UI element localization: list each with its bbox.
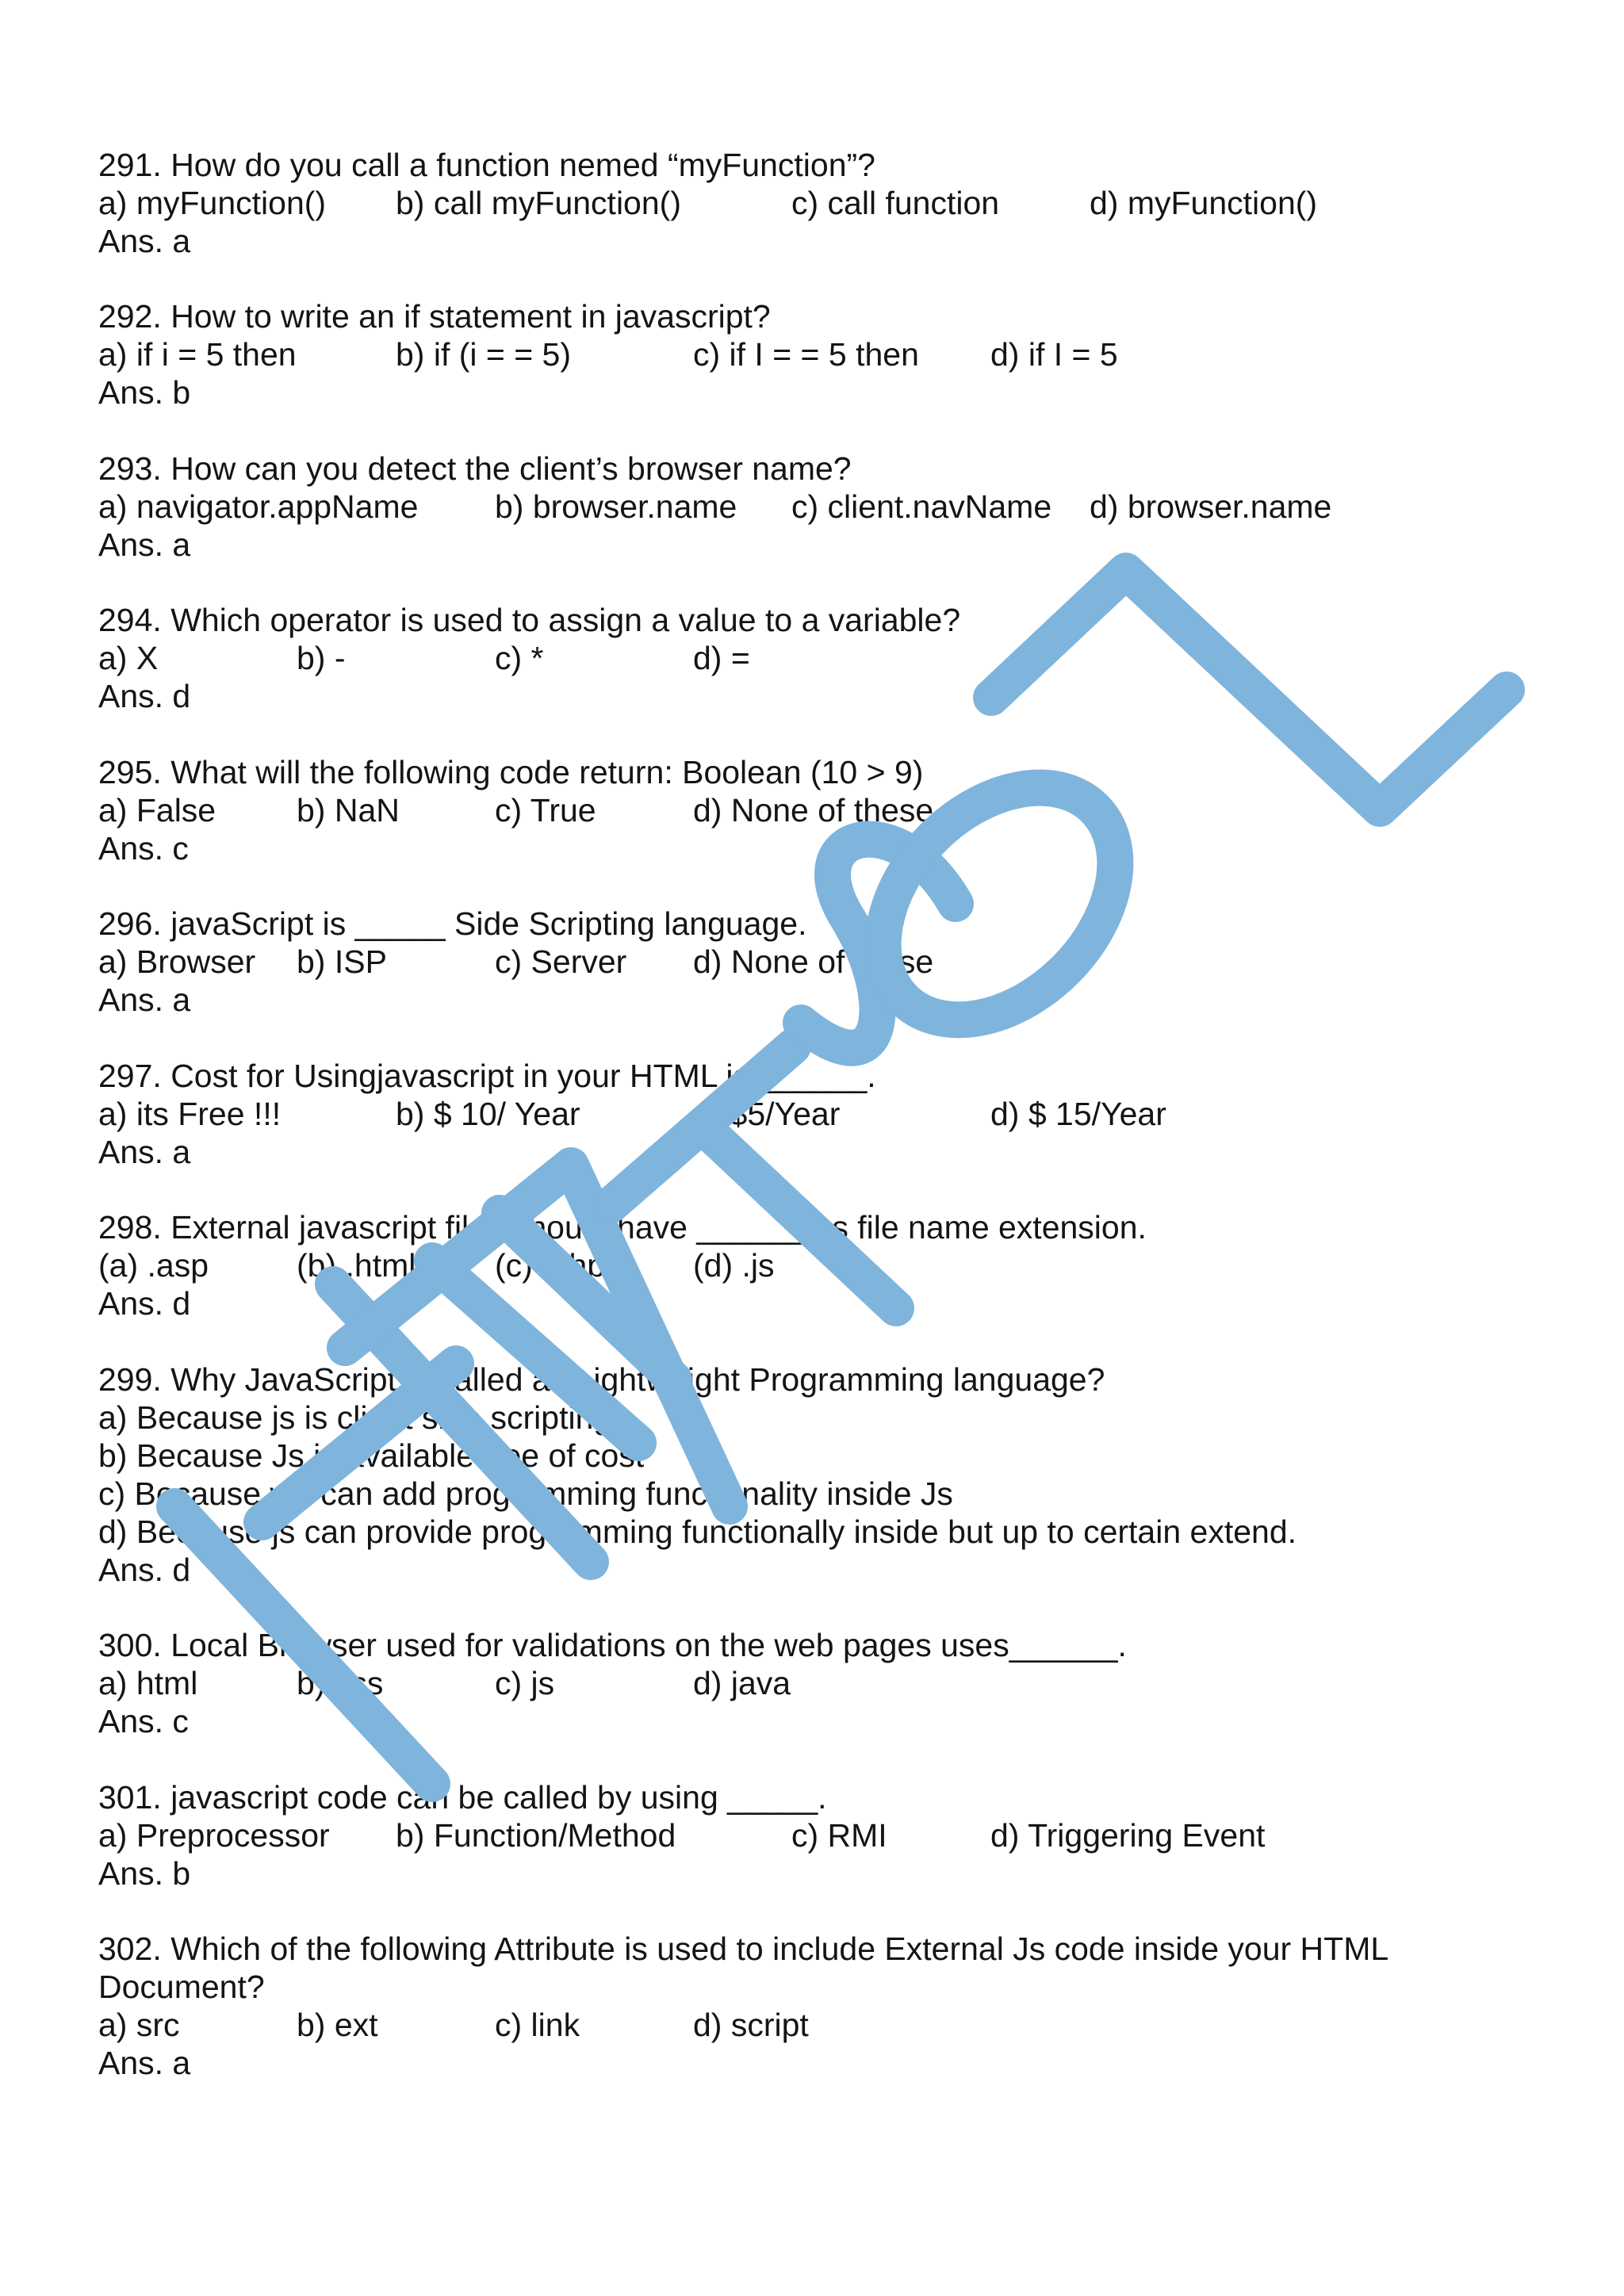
option-b: b) ISP <box>297 943 387 980</box>
option-b: b) css <box>297 1665 384 1701</box>
option-d: d) = <box>693 640 750 676</box>
option-d: d) None of these <box>693 943 934 980</box>
options-row <box>98 2006 1542 2044</box>
option-c: c) Because we can add programming functionality inside Js <box>98 1475 953 1512</box>
option-b: b) call myFunction() <box>396 185 681 221</box>
question-293 <box>98 450 1542 564</box>
option-b: b) Function/Method <box>396 1817 676 1854</box>
question-text: 302. Which of the following Attribute is used to include External Js code inside your HTML Document? <box>98 1931 1388 2005</box>
answer: Ans. a <box>98 982 191 1018</box>
options-row <box>98 184 1542 222</box>
option-c: c) if I = = 5 then <box>693 336 919 373</box>
answer: Ans. a <box>98 2045 191 2081</box>
options-row <box>98 1095 1542 1133</box>
answer: Ans. d <box>98 678 191 714</box>
option-a: (a) .asp <box>98 1247 209 1284</box>
question-299 <box>98 1360 1542 1589</box>
question-text: 292. How to write an if statement in javascript? <box>98 298 771 335</box>
option-c: c) call function <box>791 185 1000 221</box>
question-297 <box>98 1057 1542 1171</box>
option-c: c) * <box>495 640 544 676</box>
option-b: b) if (i = = 5) <box>396 336 572 373</box>
question-295 <box>98 753 1542 867</box>
option-b: b) Because Js is available free of cost <box>98 1437 645 1474</box>
question-text: 299. Why JavaScript is called as Lightweight Programming language? <box>98 1361 1105 1398</box>
options-row <box>98 335 1542 373</box>
answer: Ans. c <box>98 1703 189 1739</box>
option-b: b) $ 10/ Year <box>396 1096 580 1132</box>
question-302 <box>98 1930 1542 2082</box>
option-d: d) browser.name <box>1090 488 1332 525</box>
answer: Ans. a <box>98 526 191 563</box>
option-a: a) Because js is client side scripting <box>98 1399 612 1436</box>
options-row <box>98 639 1542 677</box>
option-d: d) Triggering Event <box>990 1817 1266 1854</box>
options-row <box>98 943 1542 981</box>
question-301 <box>98 1778 1542 1892</box>
option-a: a) Browser <box>98 943 256 980</box>
options-row <box>98 1664 1542 1702</box>
question-294 <box>98 601 1542 715</box>
option-c: c) True <box>495 792 596 828</box>
options-row <box>98 1816 1542 1854</box>
option-b: b) browser.name <box>495 488 737 525</box>
option-d: d) $ 15/Year <box>990 1096 1166 1132</box>
option-a: a) myFunction() <box>98 185 327 221</box>
question-text: 293. How can you detect the client’s browser name? <box>98 450 852 487</box>
question-text: 300. Local Browser used for validations on the web pages uses______. <box>98 1627 1127 1663</box>
question-298 <box>98 1208 1542 1322</box>
option-c: (c) .php <box>495 1247 605 1284</box>
answer: Ans. b <box>98 1855 191 1892</box>
option-b: b) NaN <box>297 792 400 828</box>
question-text: 294. Which operator is used to assign a value to a variable? <box>98 602 961 638</box>
option-c: c) client.navName <box>791 488 1052 525</box>
options-row <box>98 488 1542 526</box>
option-d: d) myFunction() <box>1090 185 1318 221</box>
question-text: 297. Cost for Usingjavascript in your HTML is ______. <box>98 1058 876 1094</box>
option-d: d) java <box>693 1665 791 1701</box>
option-d: d) Because js can provide programming functionally inside but up to certain extend. <box>98 1513 1297 1550</box>
option-a: a) False <box>98 792 216 828</box>
option-c: c) link <box>495 2007 580 2043</box>
option-a: a) navigator.appName <box>98 488 419 525</box>
option-d: (d) .js <box>693 1247 775 1284</box>
options-row <box>98 1246 1542 1284</box>
question-text: 296. javaScript is _____ Side Scripting language. <box>98 905 807 942</box>
option-a: a) html <box>98 1665 198 1701</box>
question-292 <box>98 297 1542 411</box>
option-d: d) script <box>693 2007 809 2043</box>
option-a: a) its Free !!! <box>98 1096 282 1132</box>
question-text: 295. What will the following code return: Boolean (10 > 9) <box>98 754 924 790</box>
answer: Ans. b <box>98 374 191 411</box>
option-d: d) None of these <box>693 792 934 828</box>
option-c: c) $5/Year <box>693 1096 841 1132</box>
question-291 <box>98 146 1542 260</box>
answer: Ans. a <box>98 1134 191 1170</box>
answer: Ans. a <box>98 223 191 259</box>
option-c: c) Server <box>495 943 627 980</box>
options-row <box>98 791 1542 829</box>
option-a: a) X <box>98 640 159 676</box>
option-b: b) - <box>297 640 346 676</box>
answer: Ans. c <box>98 830 189 867</box>
option-b: b) ext <box>297 2007 378 2043</box>
question-text: 301. javascript code can be called by using _____. <box>98 1779 827 1816</box>
answer: Ans. d <box>98 1552 191 1588</box>
question-text: 291. How do you call a function nemed “myFunction”? <box>98 147 875 183</box>
option-c: c) RMI <box>791 1817 887 1854</box>
option-b: (b) .html <box>297 1247 416 1284</box>
answer: Ans. d <box>98 1285 191 1322</box>
question-300 <box>98 1626 1542 1740</box>
option-a: a) if i = 5 then <box>98 336 297 373</box>
question-296 <box>98 905 1542 1019</box>
option-a: a) Preprocessor <box>98 1817 330 1854</box>
option-d: d) if I = 5 <box>990 336 1118 373</box>
question-text: 298. External javascript files should have ______ as file name extension. <box>98 1209 1147 1246</box>
option-a: a) src <box>98 2007 180 2043</box>
option-c: c) js <box>495 1665 555 1701</box>
